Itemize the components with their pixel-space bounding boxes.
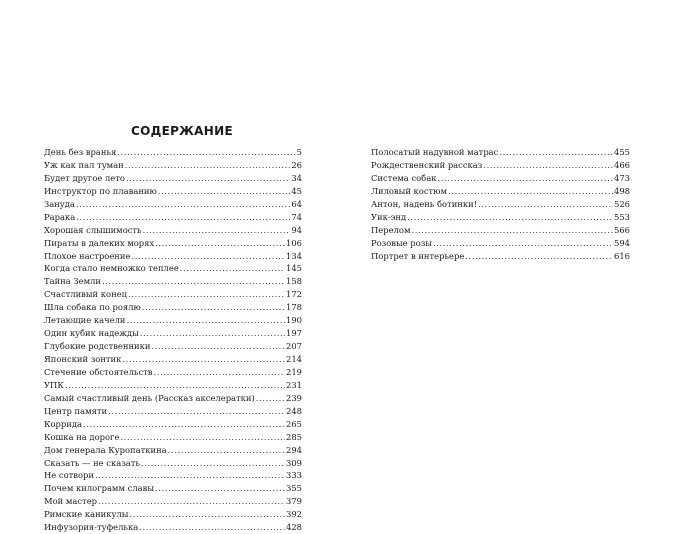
toc-entry-title: День без вранья [44, 147, 117, 157]
dot-leader [95, 469, 285, 482]
toc-entry-title: Инфузория-туфелька [44, 522, 139, 533]
toc-entry-title: Японский зонтик [44, 354, 122, 364]
toc-entry-title: Антон, надень ботинки! [371, 198, 478, 209]
toc-entry [44, 198, 302, 211]
dot-leader [158, 185, 291, 198]
toc-column-left [44, 146, 302, 534]
toc-entry-page: 294 [286, 444, 302, 455]
dot-leader [256, 392, 285, 405]
toc-entry-page: 455 [614, 147, 630, 157]
toc-entry-title: Уж как пал туман [44, 159, 124, 170]
toc-entry [371, 185, 630, 198]
dot-leader [465, 250, 613, 263]
dot-leader [483, 159, 613, 172]
toc-entry [44, 275, 302, 288]
toc-entry-title: Летающие качели [44, 315, 126, 326]
dot-leader [117, 146, 295, 159]
toc-entry-title: Перелом [371, 224, 411, 235]
toc-entry-title: Будет другое лето [44, 172, 125, 183]
toc-entry-title: Глубокие родственники [44, 341, 151, 352]
toc-entry [371, 172, 630, 185]
toc-entry [44, 314, 302, 327]
toc-entry-title: Розовые розы [371, 237, 432, 248]
toc-entry-title: Мой мастер [44, 496, 98, 507]
toc-entry [44, 211, 302, 224]
toc-entry-page: 333 [286, 470, 302, 481]
dot-leader [499, 146, 613, 159]
toc-entry-page: 134 [286, 250, 302, 261]
toc-entry-title: Полосатый надувной матрас [371, 147, 499, 157]
toc-entry-title: Коррида [44, 418, 82, 429]
toc-entry-page: 5 [296, 147, 302, 157]
toc-entry-page: 553 [614, 211, 630, 222]
toc-entry [44, 159, 302, 172]
toc-entry-title: Почем килограмм славы [44, 483, 155, 494]
toc-entry-title: Римские каникулы [44, 509, 129, 520]
toc-entry-page: 26 [291, 159, 302, 170]
toc-entry-page: 526 [614, 198, 630, 209]
toc-entry [44, 444, 302, 457]
toc-entry-title: Счастливый конец [44, 289, 127, 300]
toc-entry [371, 159, 630, 172]
toc-entry-title: Один кубик надежды [44, 328, 139, 339]
dot-leader [122, 353, 285, 366]
dot-leader [155, 237, 285, 250]
toc-title: СОДЕРЖАНИЕ [131, 124, 233, 138]
toc-entry-page: 178 [286, 302, 302, 313]
toc-entry [44, 521, 302, 534]
toc-entry-page: 285 [286, 431, 302, 442]
toc-entry-title: Рождественский рассказ [371, 159, 483, 170]
toc-entry-page: 34 [291, 172, 302, 183]
dot-leader [126, 314, 285, 327]
toc-entry-title: Центр памяти [44, 405, 108, 416]
dot-leader [168, 444, 285, 457]
toc-entry-page: 172 [286, 289, 302, 300]
dot-leader [129, 508, 285, 521]
dot-leader [407, 211, 613, 224]
dot-leader [448, 185, 613, 198]
dot-leader [141, 457, 285, 470]
toc-entry-title: Шла собака по роялю [44, 302, 141, 313]
toc-entry-page: 265 [286, 418, 302, 429]
dot-leader [65, 379, 285, 392]
toc-entry-title: Лиловый костюм [371, 185, 447, 196]
toc-entry [44, 237, 302, 250]
toc-entry-page: 106 [286, 237, 302, 248]
dot-leader [139, 521, 285, 534]
toc-entry-page: 355 [286, 483, 302, 494]
dot-leader [126, 172, 290, 185]
toc-entry-page: 219 [286, 366, 302, 377]
toc-entry-page: 466 [614, 159, 630, 170]
toc-entry [44, 262, 302, 275]
toc-entry-title: Стечение обстоятельств [44, 366, 153, 377]
dot-leader [102, 275, 285, 288]
dot-leader [154, 366, 285, 379]
dot-leader [125, 159, 291, 172]
toc-entry [44, 185, 302, 198]
toc-entry-title: Система собак [371, 172, 437, 183]
toc-entry [44, 250, 302, 263]
toc-entry-page: 94 [291, 224, 302, 235]
toc-entry [44, 340, 302, 353]
toc-entry-page: 392 [286, 509, 302, 520]
toc-entry-title: Когда стало немножко теплее [44, 263, 179, 274]
toc-entry-title: Хорошая слышимость [44, 224, 142, 235]
toc-entry-page: 379 [286, 496, 302, 507]
dot-leader [437, 172, 613, 185]
toc-entry-page: 473 [614, 172, 630, 183]
toc-entry-page: 239 [286, 392, 302, 403]
toc-entry-title: Дом генерала Куропаткина [44, 444, 167, 455]
toc-entry-title: Уик-энд [371, 211, 407, 222]
dot-leader [140, 327, 285, 340]
toc-entry-title: Кошка на дороге [44, 431, 120, 442]
toc-entry-page: 190 [286, 315, 302, 326]
toc-entry-title: УПК [44, 379, 64, 390]
toc-entry-page: 145 [286, 263, 302, 274]
toc-entry-title: Самый счастливый день (Рассказ акселератки) [44, 392, 255, 403]
toc-entry-page: 428 [286, 522, 302, 533]
toc-entry [371, 250, 630, 263]
toc-entry [44, 146, 302, 159]
toc-entry [371, 198, 630, 211]
toc-entry [371, 146, 630, 159]
dot-leader [131, 250, 285, 263]
toc-entry [44, 379, 302, 392]
toc-entry [44, 392, 302, 405]
toc-entry-page: 158 [286, 276, 302, 287]
toc-entry-page: 231 [286, 379, 302, 390]
toc-entry [371, 211, 630, 224]
toc-entry-page: 45 [291, 185, 302, 196]
toc-entry-title: Рарака [44, 211, 76, 222]
toc-entry [44, 405, 302, 418]
dot-leader [433, 237, 613, 250]
dot-leader [128, 288, 285, 301]
toc-entry-page: 207 [286, 341, 302, 352]
dot-leader [76, 198, 290, 211]
toc-entry [44, 301, 302, 314]
toc-entry-title: Плохое настроение [44, 250, 131, 261]
toc-entry [44, 366, 302, 379]
dot-leader [83, 418, 285, 431]
dot-leader [411, 224, 613, 237]
dot-leader [180, 262, 285, 275]
toc-entry [371, 224, 630, 237]
toc-entry-title: Тайна Земли [44, 276, 101, 287]
toc-entry-title: Инструктор по плаванию [44, 185, 157, 196]
toc-entry-title: Не сотвори [44, 470, 94, 481]
toc-entry-page: 248 [286, 405, 302, 416]
toc-entry-title: Зануда [44, 198, 75, 209]
toc-entry [44, 172, 302, 185]
dot-leader [108, 405, 285, 418]
toc-entry [44, 224, 302, 237]
toc-entry [44, 418, 302, 431]
toc-entry [44, 431, 302, 444]
toc-entry-page: 197 [286, 328, 302, 339]
toc-entry-title: Пираты в далеких морях [44, 237, 155, 248]
dot-leader [76, 211, 290, 224]
toc-entry [371, 237, 630, 250]
dot-leader [98, 495, 285, 508]
toc-entry [44, 327, 302, 340]
toc-entry [44, 457, 302, 470]
toc-entry-page: 566 [614, 224, 630, 235]
dot-leader [151, 340, 285, 353]
toc-entry [44, 288, 302, 301]
toc-entry-page: 594 [614, 237, 630, 248]
toc-entry-title: Сказать — не сказать [44, 457, 140, 468]
toc-entry-page: 498 [614, 185, 630, 196]
toc-entry-page: 214 [286, 354, 302, 364]
dot-leader [120, 431, 285, 444]
toc-entry [44, 495, 302, 508]
toc-entry-title: Портрет в интерьере [371, 250, 465, 261]
dot-leader [155, 482, 285, 495]
toc-entry-page: 74 [291, 211, 302, 222]
toc-entry-page: 616 [614, 250, 630, 261]
toc-entry-page: 64 [291, 198, 302, 209]
toc-entry-page: 309 [286, 457, 302, 468]
dot-leader [143, 224, 291, 237]
toc-entry [44, 353, 302, 366]
toc-entry [44, 508, 302, 521]
toc-column-right [371, 146, 630, 262]
toc-entry [44, 469, 302, 482]
dot-leader [478, 198, 613, 211]
toc-entry [44, 482, 302, 495]
dot-leader [142, 301, 285, 314]
